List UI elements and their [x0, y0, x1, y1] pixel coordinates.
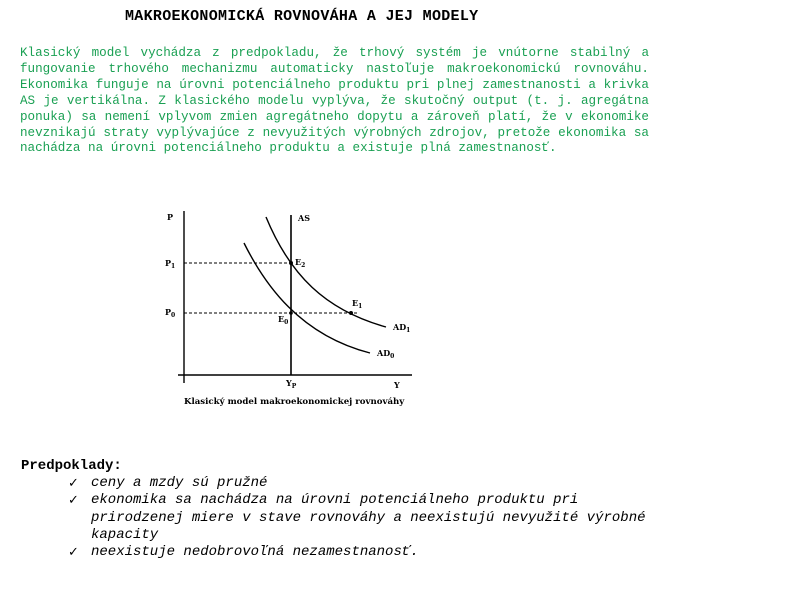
assumptions-heading: Predpoklady: — [21, 458, 122, 474]
list-item — [66, 475, 666, 492]
diagram-caption: Klasický model makroekonomickej rovnováhy — [184, 397, 405, 407]
checkmark-icon: ✓ — [68, 545, 79, 561]
e0-point — [289, 311, 293, 315]
e1-label: E1 — [352, 298, 363, 310]
p1-label: P1 — [165, 258, 176, 270]
checkmark-icon: ✓ — [68, 493, 79, 509]
e0-label: E0 — [278, 314, 289, 326]
as-label: AS — [298, 213, 310, 223]
y-axis-label: P — [167, 212, 174, 222]
ad1-curve — [266, 217, 386, 327]
p0-label: P0 — [165, 307, 176, 319]
assumption-text: ceny a mzdy sú pružné — [91, 475, 268, 491]
e2-point — [289, 261, 293, 265]
ad1-label: AD1 — [393, 322, 411, 334]
e1-point — [349, 311, 353, 315]
e2-label: E2 — [295, 257, 306, 269]
x-axis-label: Y — [394, 380, 400, 390]
list-item — [66, 544, 666, 561]
assumptions-list — [66, 475, 666, 561]
list-item — [66, 492, 666, 544]
assumption-text: ekonomika sa nachádza na úrovni potenciálneho produktu pri prirodzenej miere v stave rovnováhy a neexistujú nevyužité výrobné kapacity — [91, 492, 646, 543]
assumption-text: neexistuje nedobrovoľná nezamestnanosť. — [91, 544, 419, 561]
intro-paragraph: Klasický model vychádza z predpokladu, že trhový systém je vnútorne stabilný a fungovanie trhového mechanizmu automaticky nastoľuje makroekonomickú rovnováhu. Ekonomika funguje na úrovni potenciálneho produktu pri plnej zamestnanosti a krivka AS je vertikálna. Z klasického modelu vyplýva, že skutočný output (t. j. agregátna ponuka) sa nemení vplyvom zmien agregátneho dopytu a zároveň platí, že v ekonomike nevznikajú straty vyplývajúce z nevyužitých výrobných zdrojov, pretože ekonomika sa nachádza na úrovni potenciálneho produktu a existuje plná zamestnanosť. — [20, 46, 649, 156]
classical-model-diagram — [150, 205, 460, 415]
ad0-label: AD0 — [377, 348, 395, 360]
checkmark-icon: ✓ — [68, 476, 79, 491]
yp-label: YP — [286, 378, 297, 390]
page-title: MAKROEKONOMICKÁ ROVNOVÁHA A JEJ MODELY — [125, 8, 479, 25]
